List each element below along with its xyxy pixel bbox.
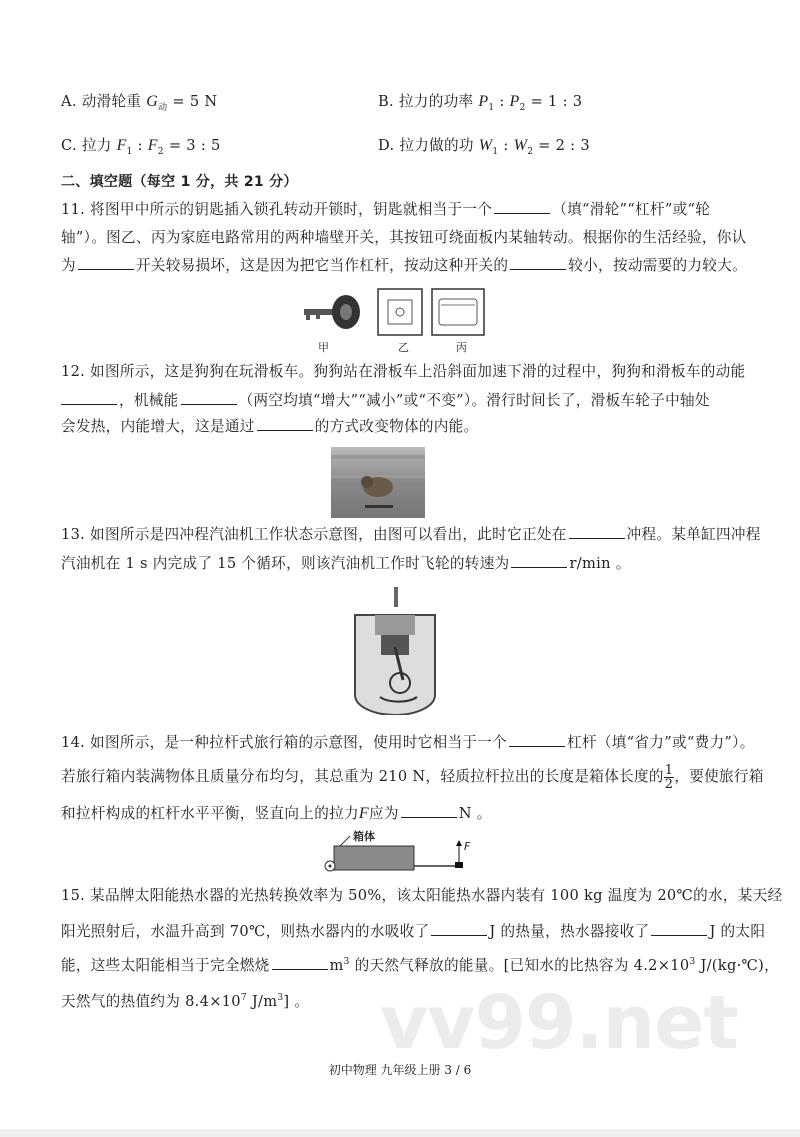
option-b: B. 拉力的功率 $P_1$ : $P_2 = 1$ : 3: [378, 93, 583, 113]
text: 开关较易损坏，这是因为把它当作杠杆，按动这种开关的: [135, 257, 509, 274]
numerator: 1: [664, 762, 674, 778]
option-b-value: = 1 : 3: [525, 93, 583, 110]
text: （两空均填“增大”“减小”或“不变”）。滑行时间长了，滑板车轮子中轴处: [238, 392, 710, 409]
text: 11. 将图甲中所示的钥匙插入锁孔转动开锁时，钥匙就相当于一个: [61, 201, 493, 218]
q14-line1: [61, 732, 755, 753]
option-a: [61, 92, 217, 112]
top-bar: [0, 0, 800, 40]
label-box: 箱体: [353, 830, 375, 843]
caption-bing: 丙: [456, 341, 467, 354]
var: F: [116, 137, 127, 154]
answer-blank: [257, 416, 313, 431]
q11-line1: [61, 199, 710, 220]
text: ，机械能: [119, 392, 179, 409]
text: 天然气的热值约为 8.4×10: [61, 993, 241, 1010]
var: P: [509, 93, 520, 110]
q12-line1: 12. 如图所示，这是狗狗在玩滑板车。狗狗站在滑板车上沿斜面加速下滑的过程中，狗狗和滑板车的动能: [61, 363, 746, 380]
q14-line2: [61, 763, 764, 791]
text: ，要使旅行箱: [674, 768, 764, 785]
option-b-text: B. 拉力的功率: [378, 93, 474, 110]
answer-blank: [181, 390, 237, 405]
engine-diagram: [345, 585, 445, 715]
text: 的天然气释放的能量。[已知水的比热容为 4.2×10: [349, 957, 690, 974]
caption-yi: 乙: [398, 341, 409, 354]
text: 若旅行箱内装满物体且质量分布均匀，其总重为 210 N，轻质拉杆拉出的长度是箱体长度的: [61, 768, 664, 785]
answer-blank: [272, 955, 328, 970]
text: 的方式改变物体的内能。: [314, 418, 479, 435]
text: 冲程。某单缸四冲程: [626, 526, 761, 543]
text: 会发热，内能增大，这是通过: [61, 418, 255, 435]
text: 和拉杆构成的杠杆水平平衡，竖直向上的拉力: [61, 805, 359, 822]
sup: 3: [277, 993, 284, 1004]
var: W: [513, 137, 528, 154]
answer-blank: [569, 524, 625, 539]
var: F: [147, 137, 158, 154]
text: J 的热量，热水器接收了: [489, 923, 650, 940]
var: P: [478, 93, 489, 110]
text: 能，这些太阳能相当于完全燃烧: [61, 957, 270, 974]
text: r/min 。: [569, 555, 631, 572]
sub: 2: [157, 146, 164, 157]
key-icon: [304, 295, 360, 329]
text: （填“滑轮”“杠杆”或“轮: [552, 201, 711, 218]
option-a-text: A. 动滑轮重: [61, 93, 142, 110]
q15-line2: [61, 921, 765, 942]
q11-line2: 轴”）。图乙、丙为家庭电路常用的两种墙壁开关，其按钮可绕面板内某轴转动。根据你的生活经验，你认: [61, 229, 747, 246]
denominator: 2: [664, 776, 674, 792]
option-d-value: = 2 : 3: [533, 137, 590, 154]
text: ] 。: [283, 993, 310, 1010]
q11-figure: [296, 285, 496, 340]
var-f: F: [358, 805, 369, 822]
caption-jia: 甲: [318, 341, 329, 354]
answer-blank: [401, 803, 457, 818]
bottom-bar: [0, 1129, 800, 1137]
page-footer: 初中物理 九年级上册 3 / 6: [328, 1063, 472, 1077]
dog-skateboard-photo: [331, 447, 425, 518]
sub: 1: [492, 146, 499, 157]
answer-blank: [651, 921, 707, 936]
fraction-one-half: [664, 764, 675, 791]
option-a-value: = 5 N: [167, 93, 218, 110]
q15-line3: [61, 955, 779, 976]
sup: 3: [343, 957, 350, 968]
sup: 7: [240, 993, 247, 1004]
text: 应为: [368, 805, 399, 822]
sub: 2: [527, 146, 534, 157]
q13-line2: [61, 553, 631, 574]
q13-line1: [61, 524, 761, 545]
var: W: [478, 137, 493, 154]
q11-line3: [61, 255, 747, 276]
answer-blank: [511, 553, 567, 568]
option-d-text: D. 拉力做的功: [378, 137, 474, 154]
q12-line3: [61, 416, 478, 437]
option-d: D. 拉力做的功 $W_1$ : $W_2 = 2$ : 3: [378, 137, 590, 157]
option-c-text: C. 拉力: [61, 137, 112, 154]
text: J/m: [246, 993, 278, 1010]
sub: 动: [158, 102, 168, 113]
sup: 3: [689, 957, 696, 968]
text: 杠杆（填“省力”或“费力”）。: [567, 734, 755, 751]
q14-line3: [61, 803, 492, 824]
sub: 1: [488, 102, 495, 113]
text: 为: [61, 257, 76, 274]
answer-blank: [431, 921, 487, 936]
text: J/(kg·℃)，: [695, 957, 780, 974]
switch-c-icon: [432, 289, 484, 335]
q15-line1: 15. 某品牌太阳能热水器的光热转换效率为 50%，该太阳能热水器内装有 100 kg 温度为 20℃的水，某天经: [61, 887, 783, 904]
text: J 的太阳: [709, 923, 766, 940]
switch-b-icon: [378, 289, 422, 335]
sub: 2: [519, 102, 526, 113]
answer-blank: [78, 255, 134, 270]
text: N 。: [458, 805, 492, 822]
watermark: vv99.net: [380, 980, 738, 1066]
section-heading: 二、填空题（每空 1 分，共 21 分）: [61, 174, 298, 190]
answer-blank: [61, 390, 117, 405]
label-force: F: [464, 840, 471, 853]
answer-blank: [510, 255, 566, 270]
text: 14. 如图所示，是一种拉杆式旅行箱的示意图，使用时它相当于一个: [61, 734, 508, 751]
text: 13. 如图所示是四冲程汽油机工作状态示意图，由图可以看出，此时它正处在: [61, 526, 567, 543]
suitcase-diagram: [320, 832, 480, 877]
text: m: [329, 957, 344, 974]
q12-line2: [61, 390, 710, 411]
text: 汽油机在 1 s 内完成了 15 个循环，则该汽油机工作时飞轮的转速为: [61, 555, 510, 572]
sub: 1: [126, 146, 133, 157]
var-g: G: [146, 93, 159, 110]
text: 较小，按动需要的力较大。: [568, 257, 747, 274]
answer-blank: [509, 732, 565, 747]
answer-blank: [494, 199, 550, 214]
option-c: C. 拉力 $F_1$ : $F_2 = 3$ : 5: [61, 137, 221, 157]
text: 阳光照射后，水温升高到 70℃，则热水器内的水吸收了: [61, 923, 430, 940]
q15-line4: [61, 992, 309, 1012]
option-c-value: = 3 : 5: [163, 137, 221, 154]
